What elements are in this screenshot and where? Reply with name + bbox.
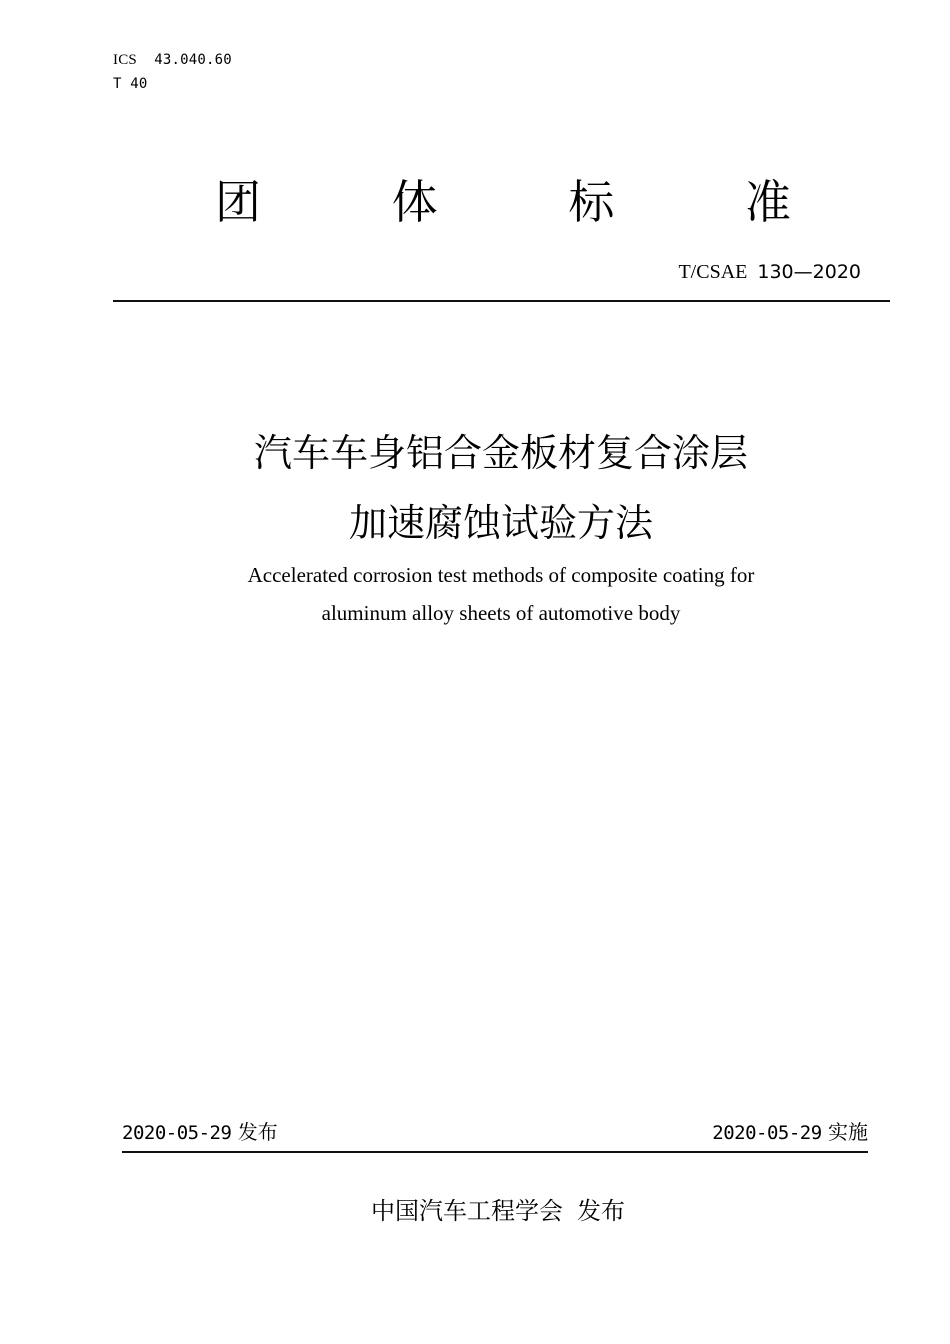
date-row [122,1118,868,1147]
standard-type-char: 体 [391,175,438,229]
title-chinese [0,418,950,558]
title-english-line-1: Accelerated corrosion test methods of composite coating for [247,563,755,587]
footer-divider [122,1151,868,1153]
standard-number-value: 130—2020 [757,261,861,283]
standard-type-char: 团 [215,175,261,229]
classification-codes [113,48,232,96]
issue-date-block [122,1118,278,1147]
title-chinese-line-2: 加速腐蚀试验方法 [348,501,653,545]
implement-date-block [712,1118,868,1147]
title-english [0,556,950,632]
ics-number: 43.040.60 [154,52,232,68]
ccs-code: T 40 [113,76,148,92]
publisher-name: 中国汽车工程学会 [371,1197,563,1225]
implement-label: 实施 [828,1120,868,1144]
publisher-label: 发布 [577,1197,625,1225]
standard-type-char: 准 [744,175,791,229]
implement-date: 2020-05-29 [712,1122,822,1144]
title-english-line-2: aluminum alloy sheets of automotive body [321,601,681,625]
standard-type-heading [213,172,793,232]
ics-label: ICS [113,52,137,68]
publisher-line [0,1194,950,1228]
issue-label: 发布 [237,1120,278,1144]
title-chinese-line-1: 汽车车身铝合金板材复合涂层 [253,431,748,475]
ics-code [113,48,232,72]
standard-number-prefix: T/CSAE [678,261,748,283]
header-divider [113,300,890,302]
standard-type-char: 标 [568,175,615,229]
issue-date: 2020-05-29 [122,1122,232,1144]
standard-number [678,258,861,286]
